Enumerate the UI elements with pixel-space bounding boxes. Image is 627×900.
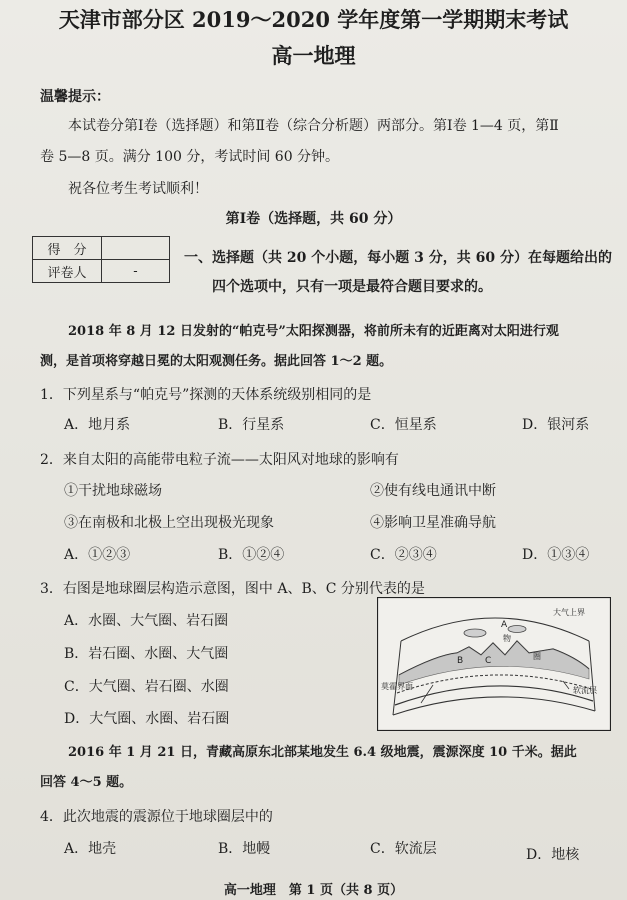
q1-option-b: B．行星系 [218, 417, 285, 433]
label-a: A [501, 620, 508, 630]
q3-option-c: C．大气圈、岩石圈、水圈 [64, 679, 229, 695]
q1-option-c: C．恒星系 [370, 417, 437, 433]
score-cell [102, 237, 170, 260]
q2-item-1: ①干扰地球磁场 [64, 483, 162, 499]
q2-stem: 2．来自太阳的高能带电粒子流——太阳风对地球的影响有 [40, 452, 399, 468]
page-footer: 高一地理 第 1 页（共 8 页） [223, 883, 404, 898]
exam-title: 天津市部分区 2019～2020 学年度第一学期期末考试 [58, 7, 569, 32]
q2-option-d: D．①③④ [522, 547, 590, 563]
notice-line2: 卷 5—8 页。满分 100 分，考试时间 60 分钟。 [40, 149, 340, 165]
score-table [32, 236, 170, 283]
passage1-line2: 测，是首项将穿越日冕的太阳观测任务。据此回答 1～2 题。 [40, 354, 393, 369]
q2-option-b: B．①②④ [218, 547, 285, 563]
label-wu: 物 [503, 634, 511, 643]
notice-label: 温馨提示： [40, 89, 110, 105]
q2-option-a: A．①②③ [64, 547, 131, 563]
label-c: C [485, 656, 492, 666]
earth-sphere-diagram [377, 597, 611, 731]
label-quan: 圈 [533, 652, 541, 661]
q2-option-c: C．②③④ [370, 547, 437, 563]
exam-subject: 高一地理 [271, 43, 356, 68]
q3-option-a: A．水圈、大气圈、岩石圈 [64, 613, 229, 629]
grader-cell: - [102, 260, 170, 283]
q4-option-c: C．软流层 [370, 841, 437, 857]
label-upper-atmosphere: 大气上界 [553, 608, 585, 617]
grader-label: 评卷人 [33, 260, 102, 283]
q4-option-b: B．地幔 [218, 841, 271, 857]
score-label: 得 分 [33, 237, 102, 260]
section-heading: 第Ⅰ卷（选择题，共 60 分） [225, 211, 402, 227]
instruction-line1: 一、选择题（共 20 个小题，每小题 3 分，共 60 分）在每题给出的 [184, 250, 612, 266]
q1-option-a: A．地月系 [64, 417, 131, 433]
label-moho: 莫霍界面 [381, 682, 413, 691]
passage1-line1: 2018 年 8 月 12 日发射的“帕克号”太阳探测器，将前所未有的近距离对太阳进行观 [68, 324, 559, 339]
q2-item-3: ③在南极和北极上空出现极光现象 [64, 515, 274, 531]
passage2-line1: 2016 年 1 月 21 日，青藏高原东北部某地发生 6.4 级地震，震源深度 10 千米。据此 [68, 745, 577, 760]
q2-item-4: ④影响卫星准确导航 [370, 515, 496, 531]
passage2-line2: 回答 4～5 题。 [40, 775, 133, 790]
notice-line1: 本试卷分第Ⅰ卷（选择题）和第Ⅱ卷（综合分析题）两部分。第Ⅰ卷 1—4 页，第Ⅱ [68, 118, 559, 134]
q4-option-a: A．地壳 [64, 841, 117, 857]
instruction-line2: 四个选项中，只有一项是最符合题目要求的。 [212, 279, 492, 295]
q1-option-d: D．银河系 [522, 417, 590, 433]
q3-stem: 3．右图是地球圈层构造示意图，图中 A、B、C 分别代表的是 [40, 581, 425, 597]
label-asthenosphere: 软流层 [573, 686, 597, 695]
label-b: B [457, 656, 464, 666]
q3-option-b: B．岩石圈、水圈、大气圈 [64, 646, 229, 662]
q3-option-d: D．大气圈、水圈、岩石圈 [64, 711, 230, 727]
q2-item-2: ②使有线电通讯中断 [370, 483, 496, 499]
q1-stem: 1．下列星系与“帕克号”探测的天体系统级别相同的是 [40, 387, 372, 403]
q4-stem: 4．此次地震的震源位于地球圈层中的 [40, 809, 273, 825]
notice-line3: 祝各位考生考试顺利！ [68, 181, 208, 197]
q4-option-d: D．地核 [526, 847, 580, 863]
